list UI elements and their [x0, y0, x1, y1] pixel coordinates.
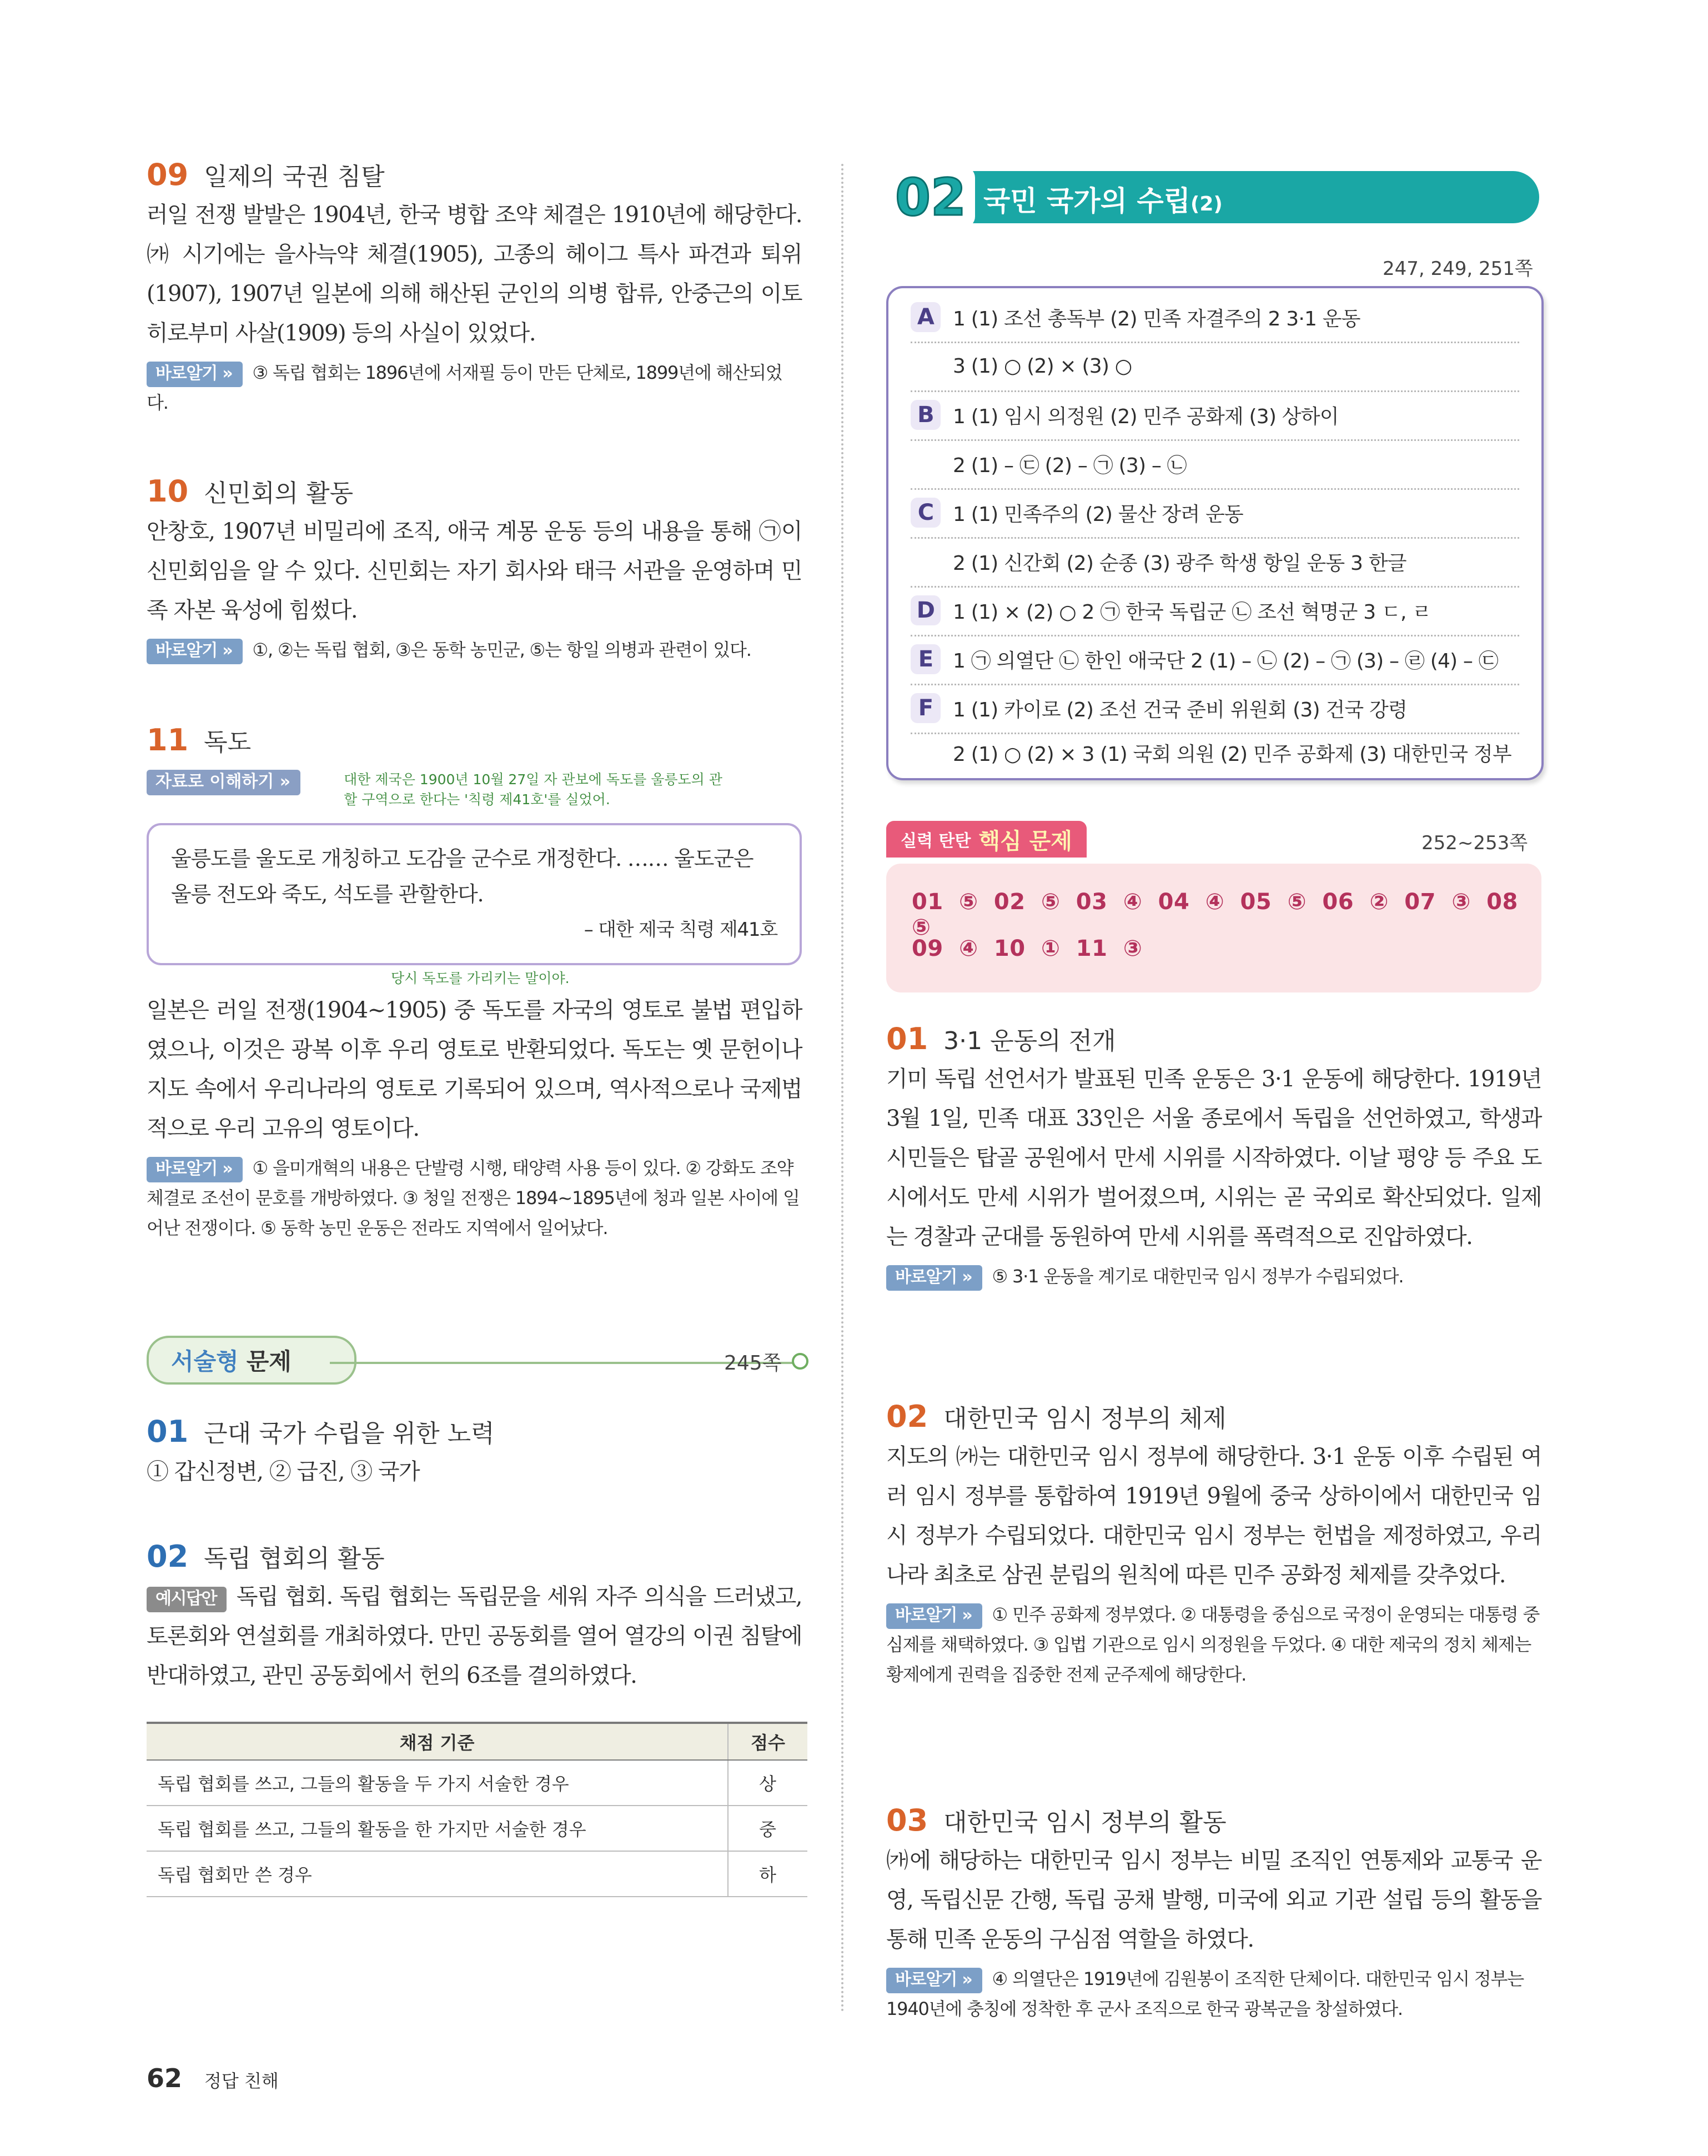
- essay-page-ref: 245쪽: [724, 1352, 782, 1375]
- question-title: 근대 국가 수립을 위한 노력: [204, 1420, 495, 1448]
- answer-text: [147, 1577, 802, 1696]
- letter-chip: D: [911, 595, 941, 625]
- table-row: [147, 1760, 807, 1806]
- answer-row-f1: [911, 684, 1519, 734]
- score-cell: 하: [728, 1851, 807, 1897]
- section-number: 02: [895, 167, 967, 227]
- source-citation: – 대한 제국 칙령 제41호: [584, 919, 777, 941]
- question-title: 3·1 운동의 전개: [943, 1027, 1116, 1055]
- example-answer-text: 독립 협회. 독립 협회는 독립문을 세워 자주 의식을 드러냈고, 토론회와 연설회를 개최하였다. 만민 공동회를 열어 열강의 이권 침탈에 반대하였고, 관민 공동회에서 헌의 6조를 결의하였다.: [147, 1584, 802, 1688]
- annotation-top: 대한 제국은 1900년 10월 27일 자 관보에 독도를 울릉도의 관할 구역으로 한다는 '칙령 제41호'를 실었어.: [344, 771, 722, 808]
- answer-text: 2 (1) ○ (2) × 3 (1) 국회 의원 (2) 민주 공화제 (3) 대한민국 정부: [953, 743, 1511, 766]
- explanation-text: 러일 전쟁 발발은 1904년, 한국 병합 조약 체결은 1910년에 해당한다. ㈎ 시기에는 을사늑약 체결(1905), 고종의 헤이그 특사 파견과 퇴위(1907), 1907년 일본에 의해 해산된 군인의 의병 합류, 안중근의 이토 히로부미 사살(1909) 등의 사실이 있었다.: [147, 202, 802, 346]
- section-title-main: 국민 국가의 수립: [983, 185, 1190, 217]
- explanation-text: ㈎에 해당하는 대한민국 임시 정부는 비밀 조직인 연통제와 교통국 운영, 독립신문 간행, 독립 공채 발행, 미국에 외교 기관 설립 등의 활동을 통해 민족 운동의 구심점 역할을 하였다.: [886, 1848, 1541, 1952]
- question-number: 10: [147, 474, 189, 509]
- section-number-badge: [886, 167, 975, 228]
- answer-text: 1 (1) × (2) ○ 2 ㉠ 한국 독립군 ㉡ 조선 혁명군 3 ㄷ, ㄹ: [953, 600, 1431, 624]
- letter-chip: B: [911, 400, 941, 430]
- question-09: [147, 157, 802, 418]
- question-number: 01: [886, 1021, 928, 1056]
- core-problems-tag: [886, 821, 1087, 858]
- correction-note: [147, 1153, 802, 1243]
- letter-chip: C: [911, 498, 941, 528]
- question-title: 대한민국 임시 정부의 활동: [943, 1808, 1227, 1837]
- answer-row-b1: [911, 390, 1519, 441]
- answer-text: 1 ㉠ 의열단 ㉡ 한인 애국단 2 (1) – ㉡ (2) – ㉠ (3) – ㉣ (4) – ㉢: [953, 649, 1498, 673]
- question-number: 02: [147, 1539, 189, 1574]
- score-cell: 중: [728, 1806, 807, 1851]
- letter-chip: E: [911, 644, 941, 674]
- explanation-text: 지도의 ㈎는 대한민국 임시 정부에 해당한다. 3·1 운동 이후 수립된 여러 임시 정부를 통합하여 1919년 9월에 중국 상하이에서 대한민국 임시 정부가 수립되었다. 대한민국 임시 정부는 헌법을 제정하였고, 우리나라 최초로 삼권 분립의 원칙에 따른 민주 공화정 체제를 갖추었다.: [886, 1444, 1541, 1588]
- score-cell: 상: [728, 1760, 807, 1806]
- answer-row-e1: [911, 635, 1519, 685]
- answer-row-a1: [911, 293, 1519, 343]
- correction-text: ⑤ 3·1 운동을 계기로 대한민국 임시 정부가 수립되었다.: [992, 1266, 1404, 1287]
- essay-tag-suffix: 문제: [246, 1348, 292, 1375]
- criteria-cell: 독립 협회만 쓴 경우: [147, 1851, 728, 1897]
- answer-text: ① 갑신정변, ② 급진, ③ 국가: [147, 1459, 420, 1485]
- core-answers-line-1: 01 ⑤ 02 ⑤ 03 ④ 04 ④ 05 ⑤ 06 ② 07 ③ 08 ⑤: [912, 889, 1518, 940]
- question-title: 대한민국 임시 정부의 체제: [943, 1405, 1227, 1433]
- correction-note: [147, 358, 802, 418]
- answer-row-f2: [911, 728, 1519, 777]
- column-divider: [841, 164, 843, 2013]
- scoring-table: [147, 1722, 807, 1897]
- annotation-bottom: 당시 독도를 가리키는 말이야.: [391, 970, 570, 986]
- answer-row-c1: [911, 488, 1519, 539]
- answer-text: 1 (1) 임시 의정원 (2) 민주 공화제 (3) 상하이: [953, 405, 1339, 428]
- essay-section-tag: [147, 1336, 356, 1385]
- essay-tag-label: 서술형: [171, 1348, 239, 1375]
- question-number: 01: [147, 1414, 189, 1449]
- core-answers-line-2: 09 ④ 10 ① 11 ③: [912, 936, 1143, 961]
- essay-question-02: [147, 1538, 802, 1696]
- question-title: 독립 협회의 활동: [204, 1545, 385, 1573]
- table-row: [147, 1851, 807, 1897]
- correction-badge: 바로알기 »: [147, 639, 243, 664]
- answer-text: 2 (1) – ㉢ (2) – ㉠ (3) – ㉡: [953, 454, 1187, 477]
- right-question-01: [886, 1021, 1541, 1291]
- right-question-03: [886, 1802, 1541, 2024]
- criteria-cell: 독립 협회를 쓰고, 그들의 활동을 두 가지 서술한 경우: [147, 1760, 728, 1806]
- core-pages: 252~253쪽: [1421, 832, 1528, 854]
- question-number: 09: [147, 157, 189, 192]
- correction-note: [886, 1261, 1541, 1291]
- question-number: 03: [886, 1803, 928, 1838]
- question-11: [147, 722, 802, 1243]
- explanation-text: 안창호, 1907년 비밀리에 조직, 애국 계몽 운동 등의 내용을 통해 ㉠이 신민회임을 알 수 있다. 신민회는 자기 회사와 태극 서관을 운영하며 민족 자본 육성에 힘썼다.: [147, 519, 802, 623]
- section-header: [886, 167, 1539, 228]
- correction-text: ① 을미개혁의 내용은 단발령 시행, 태양력 사용 등이 있다. ② 강화도 조약 체결로 조선이 문호를 개방하였다. ③ 청일 전쟁은 1894~1895년에 청과 일본 사이에 일어난 전쟁이다. ⑤ 동학 농민 운동은 전라도 지역에서 일어났다.: [147, 1157, 800, 1239]
- answer-text: 1 (1) 조선 총독부 (2) 민족 자결주의 2 3·1 운동: [953, 307, 1360, 330]
- criteria-cell: 독립 협회를 쓰고, 그들의 활동을 한 가지만 서술한 경우: [147, 1806, 728, 1851]
- correction-badge: 바로알기 »: [147, 362, 243, 387]
- correction-note: [886, 1600, 1541, 1689]
- answer-text: 3 (1) ○ (2) × (3) ○: [953, 354, 1132, 378]
- letter-chip: F: [911, 693, 941, 723]
- answer-box: [886, 286, 1544, 780]
- question-number: 11: [147, 723, 189, 758]
- section-title-suffix: (2): [1190, 193, 1223, 215]
- page-footer-label: 정답 친해: [204, 2070, 279, 2092]
- essay-question-01: [147, 1413, 802, 1492]
- answer-text: 1 (1) 민족주의 (2) 물산 장려 운동: [953, 503, 1243, 526]
- core-tag-title: 핵심 문제: [978, 828, 1072, 854]
- core-answer-box: [886, 864, 1541, 992]
- resource-badge: 자료로 이해하기 »: [147, 770, 300, 795]
- essay-rule-end-dot: [792, 1353, 808, 1370]
- header-criteria: 채점 기준: [147, 1723, 728, 1760]
- core-tag-prefix: 실력 탄탄: [901, 831, 971, 851]
- question-title: 독도: [204, 728, 252, 756]
- correction-text: ① 민주 공화제 정부였다. ② 대통령을 중심으로 국정이 운영되는 대통령 중심제를 채택하였다. ③ 입법 기관으로 임시 의정원을 두었다. ④ 대한 제국의 정치 체제는 황제에게 권력을 집중한 전제 군주제에 해당한다.: [886, 1604, 1540, 1685]
- table-row: [147, 1806, 807, 1851]
- page-footer: [147, 2063, 279, 2093]
- answer-row-b2: [911, 439, 1519, 490]
- section-title: [983, 179, 1223, 219]
- answer-row-c2: [911, 537, 1519, 588]
- question-title: 일제의 국권 침탈: [204, 163, 385, 191]
- source-text: 울릉도를 울도로 개칭하고 도감을 군수로 개정한다. …… 울도군은 울릉 전도와 죽도, 석도를 관할한다.: [171, 846, 753, 906]
- correction-badge: 바로알기 »: [147, 1157, 243, 1182]
- answer-row-a2: [911, 342, 1519, 392]
- explanation-text: 기미 독립 선언서가 발표된 민족 운동은 3·1 운동에 해당한다. 1919년 3월 1일, 민족 대표 33인은 서울 종로에서 독립을 선언하였고, 학생과 시민들은 탑골 공원에서 만세 시위를 시작하였다. 이날 평양 등 주요 도시에서도 만세 시위가 벌어졌으며, 시위는 곧 국외로 확산되었다. 일제는 경찰과 군대를 동원하여 만세 시위를 폭력적으로 진압하였다.: [886, 1066, 1541, 1250]
- answer-text: 1 (1) 카이로 (2) 조선 건국 준비 위원회 (3) 건국 강령: [953, 698, 1407, 721]
- answer-row-d1: [911, 586, 1519, 636]
- example-answer-badge: 예시답안: [147, 1587, 227, 1612]
- correction-text: ④ 의열단은 1919년에 김원봉이 조직한 단체이다. 대한민국 임시 정부는 1940년에 충칭에 정착한 후 군사 조직으로 한국 광복군을 창설하였다.: [886, 1968, 1524, 2019]
- right-question-02: [886, 1398, 1541, 1689]
- explanation-text: 일본은 러일 전쟁(1904~1905) 중 독도를 자국의 영토로 불법 편입하였으나, 이것은 광복 이후 우리 영토로 반환되었다. 독도는 옛 문헌이나 지도 속에서 우리나라의 영토로 기록되어 있으며, 역사적으로나 국제법적으로 우리 고유의 영토이다.: [147, 997, 802, 1141]
- letter-chip: A: [911, 302, 941, 332]
- correction-badge: 바로알기 »: [886, 1603, 982, 1629]
- section-pages: 247, 249, 251쪽: [1383, 258, 1533, 280]
- question-number: 02: [886, 1399, 928, 1434]
- question-10: [147, 473, 802, 665]
- correction-note: [147, 635, 802, 665]
- header-score: 점수: [728, 1723, 807, 1760]
- correction-text: ①, ②는 독립 협회, ③은 동학 농민군, ⑤는 항일 의병과 관련이 있다.: [252, 639, 751, 660]
- correction-badge: 바로알기 »: [886, 1968, 982, 1993]
- page-number: 62: [147, 2063, 183, 2093]
- correction-note: [886, 1964, 1541, 2024]
- answer-text: 2 (1) 신간회 (2) 순종 (3) 광주 학생 항일 운동 3 한글: [953, 551, 1406, 575]
- source-box: [147, 823, 802, 965]
- question-title: 신민회의 활동: [204, 479, 354, 508]
- correction-text: ③ 독립 협회는 1896년에 서재필 등이 만든 단체로, 1899년에 해산되었다.: [147, 362, 782, 413]
- correction-badge: 바로알기 »: [886, 1265, 982, 1291]
